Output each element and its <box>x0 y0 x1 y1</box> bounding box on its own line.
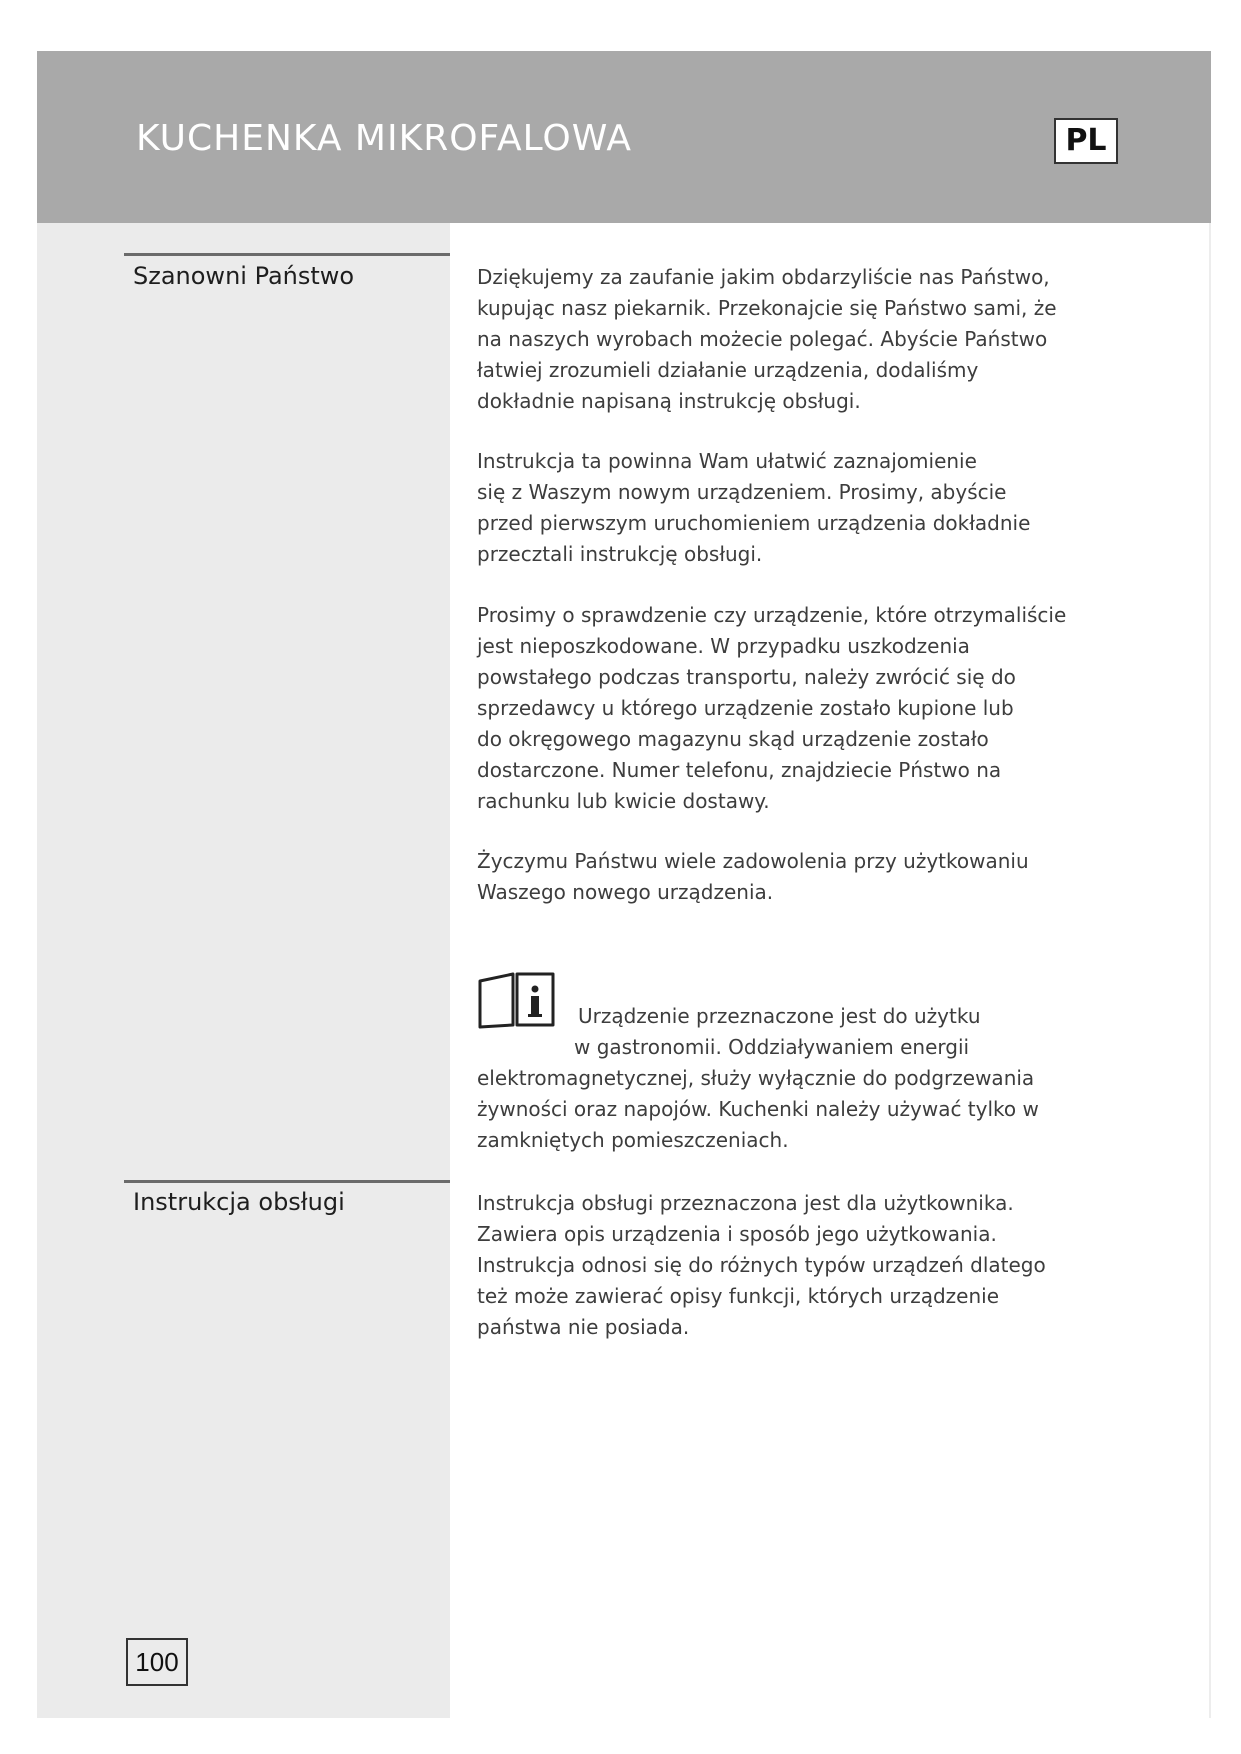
info-text <box>477 1001 1197 1156</box>
language-badge: PL <box>1054 118 1118 164</box>
text-line: kupując nasz piekarnik. Przekonajcie się Państwo sami, że <box>477 296 1057 320</box>
text-line: przecztali instrukcję obsługi. <box>477 542 763 566</box>
text-line: Urządzenie przeznaczone jest do użytku <box>578 1004 981 1028</box>
text-line: elektromagnetycznej, służy wyłącznie do podgrzewania <box>477 1066 1035 1090</box>
text-line: Instrukcja odnosi się do różnych typów urządzeń dlatego <box>477 1253 1046 1277</box>
text-line: powstałego podczas transportu, należy zwrócić się do <box>477 665 1016 689</box>
text-line: Zawiera opis urządzenia i sposób jego użytkowania. <box>477 1222 997 1246</box>
page-number: 100 <box>126 1638 188 1686</box>
section-heading-manual: Instrukcja obsługi <box>133 1188 345 1216</box>
section-rule-manual <box>124 1180 450 1183</box>
text-line: przed pierwszym uruchomieniem urządzenia dokładnie <box>477 511 1031 535</box>
text-line: Życzymu Państwu wiele zadowolenia przy użytkowaniu <box>477 849 1029 873</box>
greeting-paragraph-3 <box>477 600 1197 817</box>
text-line: Waszego nowego urządzenia. <box>477 880 774 904</box>
text-line: do okręgowego magazynu skąd urządzenie zostało <box>477 727 989 751</box>
greeting-paragraph-1 <box>477 262 1197 417</box>
text-line: łatwiej zrozumieli działanie urządzenia, dodaliśmy <box>477 358 979 382</box>
text-line: w gastronomii. Oddziaływaniem energii <box>574 1035 970 1059</box>
text-line: się z Waszym nowym urządzeniem. Prosimy, abyście <box>477 480 1007 504</box>
greeting-paragraph-2 <box>477 446 1197 570</box>
text-line: zamkniętych pomieszczeniach. <box>477 1128 789 1152</box>
left-column <box>37 223 450 1718</box>
text-line: rachunku lub kwicie dostawy. <box>477 789 770 813</box>
section-heading-greeting: Szanowni Państwo <box>133 262 355 290</box>
text-line: Dziękujemy za zaufanie jakim obdarzyliście nas Państwo, <box>477 265 1050 289</box>
greeting-paragraph-4 <box>477 846 1197 908</box>
text-line: Prosimy o sprawdzenie czy urządzenie, które otrzymaliście <box>477 603 1067 627</box>
text-line: państwa nie posiada. <box>477 1315 690 1339</box>
text-line: też może zawierać opisy funkcji, których urządzenie <box>477 1284 1000 1308</box>
section-rule-greeting <box>124 253 450 256</box>
text-line: jest nieposzkodowane. W przypadku uszkodzenia <box>477 634 970 658</box>
text-line: dostarczone. Numer telefonu, znajdziecie Pństwo na <box>477 758 1002 782</box>
text-line: dokładnie napisaną instrukcję obsługi. <box>477 389 861 413</box>
page-title: KUCHENKA MIKROFALOWA <box>136 118 632 159</box>
manual-paragraph <box>477 1188 1197 1343</box>
text-line: sprzedawcy u którego urządzenie zostało kupione lub <box>477 696 1014 720</box>
text-line: Instrukcja obsługi przeznaczona jest dla użytkownika. <box>477 1191 1014 1215</box>
text-line: Instrukcja ta powinna Wam ułatwić zaznajomienie <box>477 449 977 473</box>
text-line: na naszych wyrobach możecie polegać. Abyście Państwo <box>477 327 1048 351</box>
right-edge-line <box>1209 223 1211 1718</box>
text-line: żywności oraz napojów. Kuchenki należy używać tylko w <box>477 1097 1039 1121</box>
